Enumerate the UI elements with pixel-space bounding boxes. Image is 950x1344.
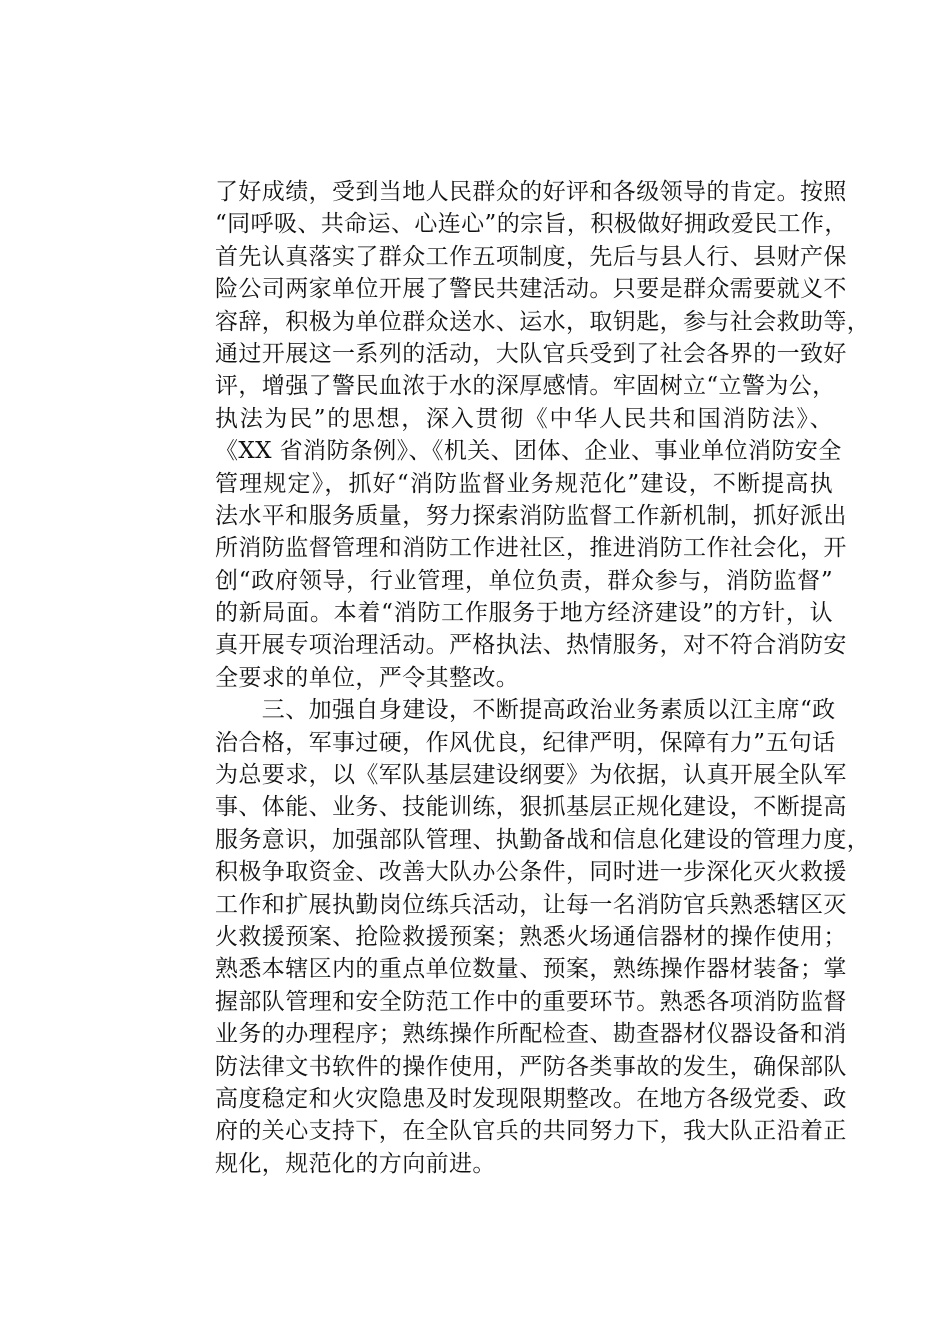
text-line: 高度稳定和火灾隐患及时发现限期整改。在地方各级党委、政: [215, 1085, 847, 1112]
text-line: 首先认真落实了群众工作五项制度，先后与县人行、县财产保: [215, 243, 847, 270]
text-line: 的新局面。本着“消防工作服务于地方经济建设”的方针，认: [215, 600, 833, 627]
text-line: 所消防监督管理和消防工作进社区，推进消防工作社会化，开: [215, 535, 847, 562]
text-line: 府的关心支持下，在全队官兵的共同努力下，我大队正沿着正: [215, 1118, 847, 1145]
text-line: 工作和扩展执勤岗位练兵活动，让每一名消防官兵熟悉辖区灭: [215, 891, 847, 918]
text-line: 三、加强自身建设，不断提高政治业务素质以江主席“政: [215, 697, 836, 724]
text-line: 握部队管理和安全防范工作中的重要环节。熟悉各项消防监督: [215, 988, 847, 1015]
text-line: 容辞，积极为单位群众送水、运水，取钥匙，参与社会救助等，: [215, 308, 871, 335]
text-line: “同呼吸、共命运、心连心”的宗旨，积极做好拥政爱民工作，: [215, 211, 848, 238]
text-line: 熟悉本辖区内的重点单位数量、预案，熟练操作器材装备；掌: [215, 956, 847, 983]
text-line: 《XX 省消防条例》、《机关、团体、企业、事业单位消防安全: [215, 438, 842, 465]
text-line: 防法律文书软件的操作使用，严防各类事故的发生，确保部队: [215, 1053, 847, 1080]
text-line: 治合格，军事过硬，作风优良，纪律严明，保障有力”五句话: [215, 729, 836, 756]
text-line: 全要求的单位，严令其整改。: [215, 664, 520, 691]
text-line: 管理规定》，抓好“消防监督业务规范化”建设，不断提高执: [215, 470, 833, 497]
text-line: 真开展专项治理活动。严格执法、热情服务，对不符合消防安: [215, 632, 847, 659]
text-line: 积极争取资金、改善大队办公条件，同时进一步深化灭火救援: [215, 859, 847, 886]
text-line: 创“政府领导，行业管理，单位负责，群众参与，消防监督”: [215, 567, 833, 594]
text-line: 火救援预案、抢险救援预案；熟悉火场通信器材的操作使用；: [215, 923, 847, 950]
text-line: 了好成绩，受到当地人民群众的好评和各级领导的肯定。按照: [215, 179, 847, 205]
text-line: 险公司两家单位开展了警民共建活动。只要是群众需要就义不: [215, 276, 847, 303]
text-line: 通过开展这一系列的活动，大队官兵受到了社会各界的一致好: [215, 340, 847, 367]
text-line: 业务的办理程序；熟练操作所配检查、勘查器材仪器设备和消: [215, 1021, 847, 1048]
document-body: [215, 176, 871, 1180]
text-line: 执法为民”的思想，深入贯彻《中华人民共和国消防法》、: [215, 405, 833, 432]
paragraph-1: [215, 176, 871, 694]
text-line: 法水平和服务质量，努力探索消防监督工作新机制，抓好派出: [215, 502, 847, 529]
text-line: 规化，规范化的方向前进。: [215, 1150, 496, 1177]
text-line: 评，增强了警民血浓于水的深厚感情。牢固树立“立警为公，: [215, 373, 836, 400]
paragraph-2: [215, 694, 871, 1180]
text-line: 为总要求，以《军队基层建设纲要》为依据，认真开展全队军: [215, 762, 847, 789]
text-line: 服务意识，加强部队管理、执勤备战和信息化建设的管理力度，: [215, 826, 871, 853]
text-line: 事、体能、业务、技能训练，狠抓基层正规化建设，不断提高: [215, 794, 847, 821]
